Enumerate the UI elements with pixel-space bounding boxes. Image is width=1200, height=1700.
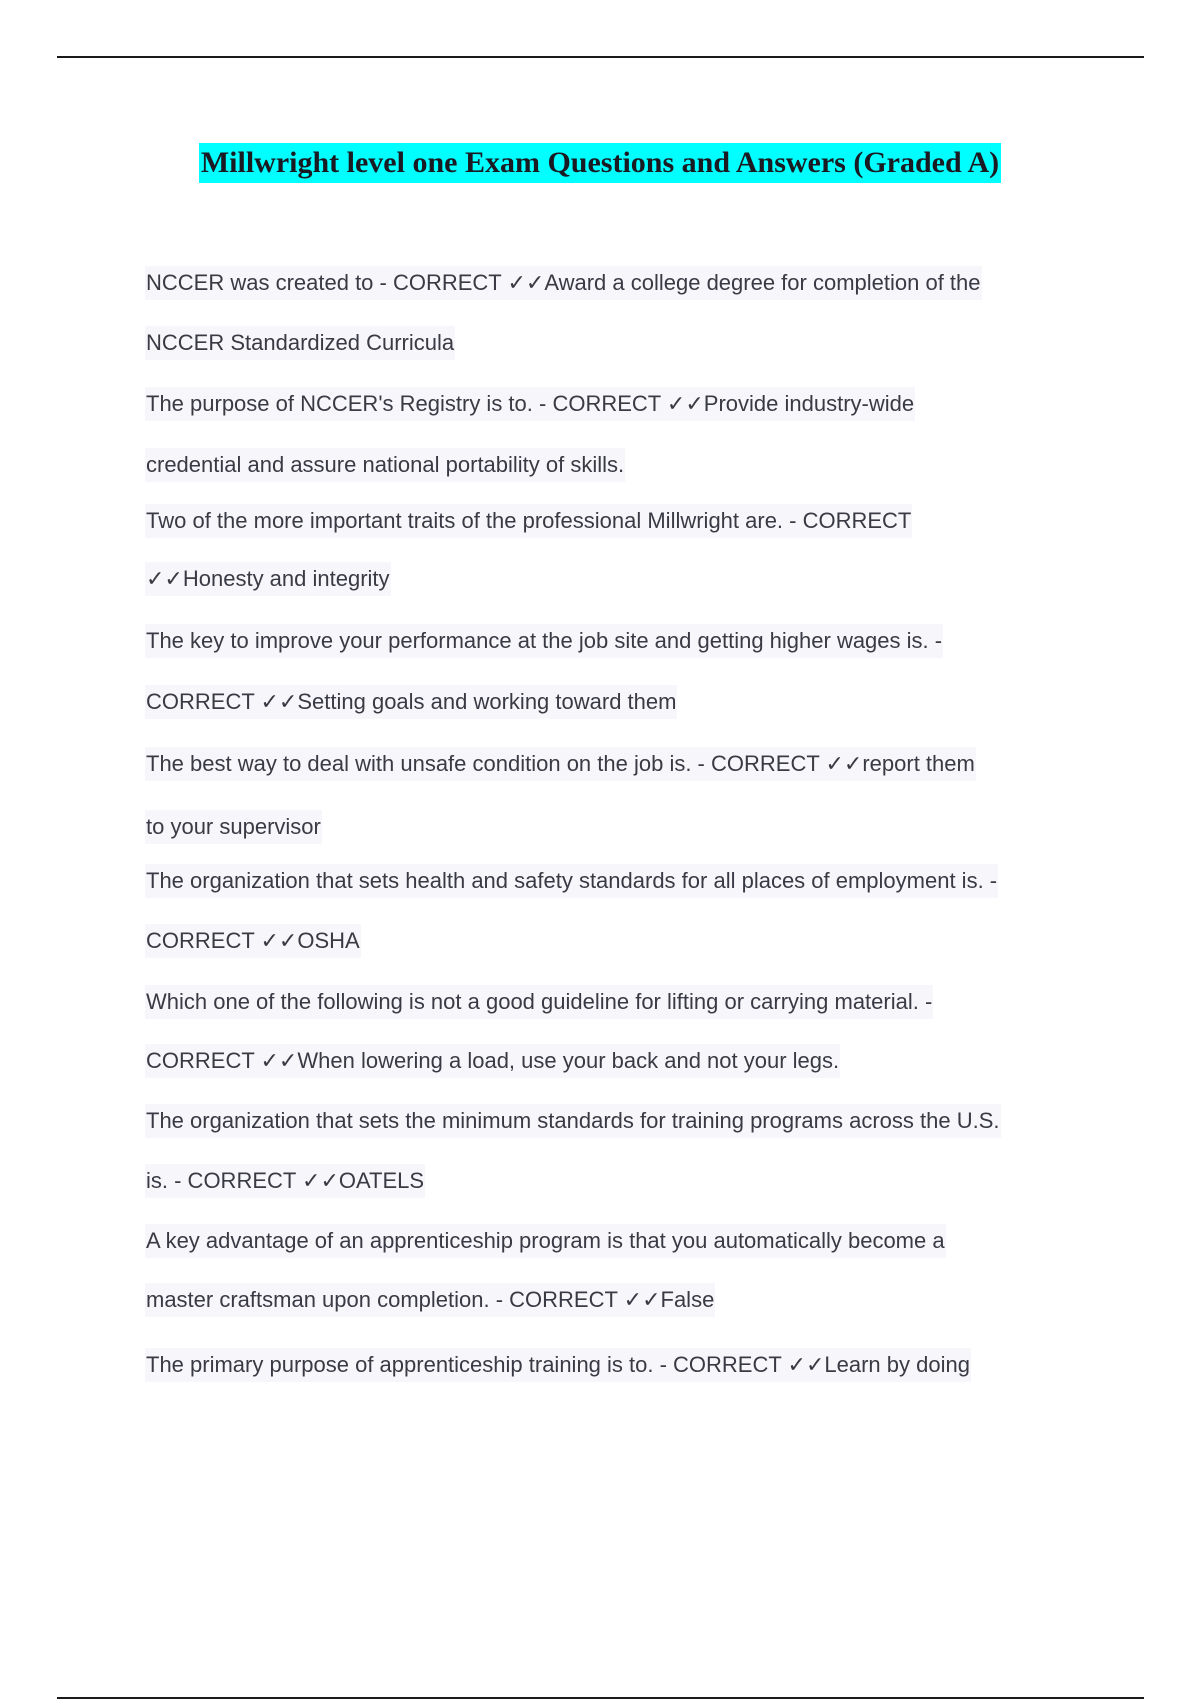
qa-line: CORRECT ✓✓Setting goals and working toward them — [145, 685, 677, 719]
qa-line: CORRECT ✓✓OSHA — [145, 924, 361, 958]
qa-line: Which one of the following is not a good guideline for lifting or carrying material. - — [145, 985, 933, 1019]
title-container — [0, 143, 1200, 183]
qa-line: is. - CORRECT ✓✓OATELS — [145, 1164, 425, 1198]
qa-line: NCCER Standardized Curricula — [145, 326, 455, 360]
qa-line: The purpose of NCCER's Registry is to. - CORRECT ✓✓Provide industry-wide — [145, 387, 915, 421]
qa-line: The key to improve your performance at the job site and getting higher wages is. - — [145, 624, 943, 658]
qa-line: The organization that sets health and safety standards for all places of employment is. - — [145, 864, 998, 898]
qa-line: master craftsman upon completion. - CORRECT ✓✓False — [145, 1283, 715, 1317]
qa-line: A key advantage of an apprenticeship program is that you automatically become a — [145, 1224, 946, 1258]
qa-line: NCCER was created to - CORRECT ✓✓Award a college degree for completion of the — [145, 266, 982, 300]
qa-line: CORRECT ✓✓When lowering a load, use your back and not your legs. — [145, 1044, 840, 1078]
top-rule — [57, 56, 1144, 58]
qa-line: The organization that sets the minimum standards for training programs across the U.S. — [145, 1104, 1001, 1138]
bottom-rule — [57, 1697, 1144, 1699]
qa-line: Two of the more important traits of the professional Millwright are. - CORRECT — [145, 504, 912, 538]
document-title: Millwright level one Exam Questions and Answers (Graded A) — [199, 143, 1001, 183]
qa-line: ✓✓Honesty and integrity — [145, 562, 391, 596]
qa-line: The primary purpose of apprenticeship training is to. - CORRECT ✓✓Learn by doing — [145, 1348, 971, 1382]
qa-line: The best way to deal with unsafe condition on the job is. - CORRECT ✓✓report them — [145, 747, 976, 781]
qa-line: credential and assure national portability of skills. — [145, 448, 625, 482]
qa-line: to your supervisor — [145, 810, 322, 844]
